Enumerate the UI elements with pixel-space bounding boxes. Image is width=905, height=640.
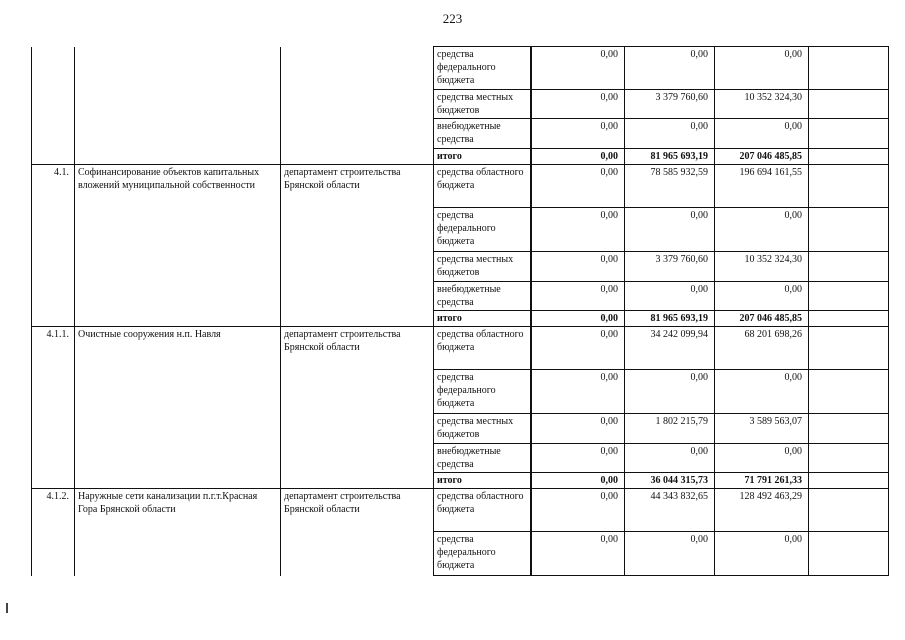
source-cell: итого xyxy=(434,149,531,165)
value-cell: 0,00 xyxy=(715,119,809,149)
value-cell: 0,00 xyxy=(625,208,715,252)
value-cell: 10 352 324,30 xyxy=(715,90,809,119)
value-cell: 78 585 932,59 xyxy=(625,165,715,208)
row-number: 4.1. xyxy=(32,165,75,327)
table-row xyxy=(32,327,889,370)
empty-cell xyxy=(809,252,889,282)
value-cell: 34 242 099,94 xyxy=(625,327,715,370)
empty-cell xyxy=(809,532,889,576)
source-cell: внебюджетные средства xyxy=(434,282,531,311)
value-cell: 0,00 xyxy=(715,532,809,576)
value-cell: 0,00 xyxy=(531,47,625,90)
source-cell: средства федерального бюджета xyxy=(434,532,531,576)
value-cell: 81 965 693,19 xyxy=(625,149,715,165)
source-cell: средства местных бюджетов xyxy=(434,90,531,119)
executor-name: департамент строительства Брянской области xyxy=(281,489,434,576)
table-row xyxy=(32,47,889,90)
value-cell: 0,00 xyxy=(531,208,625,252)
empty-cell xyxy=(809,473,889,489)
value-cell: 68 201 698,26 xyxy=(715,327,809,370)
value-cell: 0,00 xyxy=(531,370,625,414)
object-name: Наружные сети канализации п.г.т.Красная Гора Брянской области xyxy=(75,489,281,576)
value-cell: 3 379 760,60 xyxy=(625,252,715,282)
source-cell: средства федерального бюджета xyxy=(434,208,531,252)
value-cell: 207 046 485,85 xyxy=(715,149,809,165)
value-cell: 0,00 xyxy=(531,327,625,370)
name-cell xyxy=(75,47,281,165)
empty-cell xyxy=(809,119,889,149)
value-cell: 0,00 xyxy=(531,90,625,119)
row-number: 4.1.2. xyxy=(32,489,75,576)
value-cell: 0,00 xyxy=(625,532,715,576)
value-cell: 0,00 xyxy=(531,311,625,327)
value-cell: 0,00 xyxy=(531,414,625,444)
source-cell: итого xyxy=(434,311,531,327)
value-cell: 0,00 xyxy=(531,165,625,208)
value-cell: 0,00 xyxy=(531,489,625,532)
empty-cell xyxy=(809,414,889,444)
source-cell: внебюджетные средства xyxy=(434,119,531,149)
source-cell: средства областного бюджета xyxy=(434,489,531,532)
value-cell: 36 044 315,73 xyxy=(625,473,715,489)
value-cell: 0,00 xyxy=(531,444,625,473)
page-number: 223 xyxy=(442,11,463,26)
value-cell: 0,00 xyxy=(715,444,809,473)
executor-cell xyxy=(281,47,434,165)
empty-cell xyxy=(809,327,889,370)
value-cell: 1 802 215,79 xyxy=(625,414,715,444)
object-name: Софинансирование объектов капитальных вложений муниципальной собственности xyxy=(75,165,281,327)
value-cell: 3 379 760,60 xyxy=(625,90,715,119)
source-cell: средства областного бюджета xyxy=(434,327,531,370)
value-cell: 0,00 xyxy=(625,47,715,90)
empty-cell xyxy=(809,282,889,311)
value-cell: 0,00 xyxy=(531,532,625,576)
value-cell: 0,00 xyxy=(715,47,809,90)
row-number: 4.1.1. xyxy=(32,327,75,489)
empty-cell xyxy=(809,208,889,252)
source-cell: средства областного бюджета xyxy=(434,165,531,208)
source-cell: средства федерального бюджета xyxy=(434,370,531,414)
value-cell: 0,00 xyxy=(531,119,625,149)
empty-cell xyxy=(809,489,889,532)
table-row xyxy=(32,165,889,208)
value-cell: 71 791 261,33 xyxy=(715,473,809,489)
empty-cell xyxy=(809,90,889,119)
value-cell: 0,00 xyxy=(715,282,809,311)
value-cell: 128 492 463,29 xyxy=(715,489,809,532)
value-cell: 3 589 563,07 xyxy=(715,414,809,444)
value-cell: 0,00 xyxy=(625,282,715,311)
value-cell: 0,00 xyxy=(531,282,625,311)
empty-cell xyxy=(809,149,889,165)
value-cell: 0,00 xyxy=(625,370,715,414)
value-cell: 0,00 xyxy=(531,149,625,165)
empty-cell xyxy=(809,165,889,208)
value-cell: 0,00 xyxy=(715,208,809,252)
executor-name: департамент строительства Брянской области xyxy=(281,165,434,327)
value-cell: 196 694 161,55 xyxy=(715,165,809,208)
source-cell: внебюджетные средства xyxy=(434,444,531,473)
value-cell: 0,00 xyxy=(531,252,625,282)
value-cell: 44 343 832,65 xyxy=(625,489,715,532)
executor-name: департамент строительства Брянской области xyxy=(281,327,434,489)
source-cell: средства местных бюджетов xyxy=(434,252,531,282)
source-cell: средства местных бюджетов xyxy=(434,414,531,444)
value-cell: 0,00 xyxy=(531,473,625,489)
source-cell: итого xyxy=(434,473,531,489)
value-cell: 0,00 xyxy=(625,444,715,473)
empty-cell xyxy=(809,47,889,90)
source-cell: средства федерального бюджета xyxy=(434,47,531,90)
object-name: Очистные сооружения н.п. Навля xyxy=(75,327,281,489)
value-cell: 207 046 485,85 xyxy=(715,311,809,327)
empty-cell xyxy=(809,311,889,327)
value-cell: 0,00 xyxy=(715,370,809,414)
scan-edge-mark xyxy=(6,603,8,613)
value-cell: 0,00 xyxy=(625,119,715,149)
empty-cell xyxy=(809,370,889,414)
num-cell xyxy=(32,47,75,165)
empty-cell xyxy=(809,444,889,473)
table-row xyxy=(32,489,889,532)
value-cell: 81 965 693,19 xyxy=(625,311,715,327)
budget-table xyxy=(31,46,889,576)
value-cell: 10 352 324,30 xyxy=(715,252,809,282)
